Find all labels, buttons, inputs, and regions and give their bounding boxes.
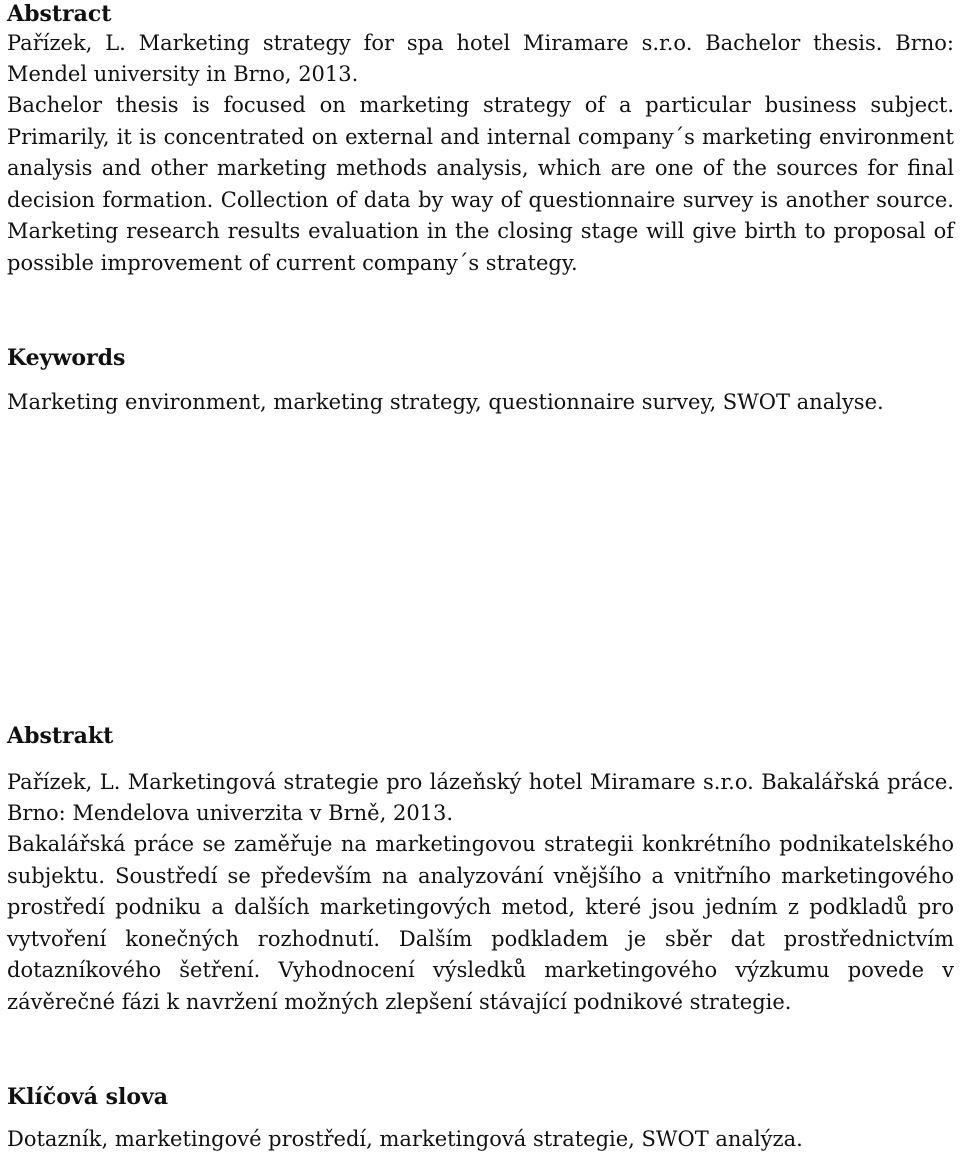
keywords-text: Marketing environment, marketing strategy, questionnaire survey, SWOT analyse. (7, 390, 884, 414)
abstrakt-body: Bakalářská práce se zaměřuje na marketingovou strategii konkrétního podnikatelského subjektu. Soustředí se především na analyzování vnějšího a vnitřního marketingového prostředí podniku a dalších marketingových metod, které jsou jedním z podkladů pro vytvoření konečných rozhodnutí. Dalším podkladem je sběr dat prostřednictvím dotazníkového šetření. Vyhodnocení výsledků marketingového výzkumu povede v závěrečné fázi k navržení možných zlepšení stávající podnikové strategie. (7, 832, 954, 1014)
abstrakt-citation: Pařízek, L. Marketingová strategie pro lázeňský hotel Miramare s.r.o. Bakalářská práce. Brno: Mendelova univerzita v Brně, 2013. (7, 770, 954, 825)
klicova-slova-heading: Klíčová slova (7, 1084, 169, 1110)
keywords-section (7, 344, 954, 419)
abstrakt-heading: Abstrakt (7, 723, 114, 749)
keywords-heading: Keywords (7, 345, 126, 371)
abstrakt-section (7, 722, 954, 1018)
abstract-body: Bachelor thesis is focused on marketing strategy of a particular business subject. Primarily, it is concentrated on external and internal company´s marketing environment analysis and other marketing methods analysis, which are one of the sources for final decision formation. Collection of data by way of questionnaire survey is another source. Marketing research results evaluation in the closing stage will give birth to proposal of possible improvement of current company´s strategy. (7, 93, 954, 275)
klicova-slova-section (7, 1083, 954, 1156)
abstract-citation: Pařízek, L. Marketing strategy for spa hotel Miramare s.r.o. Bachelor thesis. Brno: Mendel university in Brno, 2013. (7, 31, 954, 86)
abstract-heading: Abstract (7, 1, 112, 27)
klicova-slova-text: Dotazník, marketingové prostředí, marketingová strategie, SWOT analýza. (7, 1127, 803, 1151)
abstract-section (7, 0, 954, 279)
